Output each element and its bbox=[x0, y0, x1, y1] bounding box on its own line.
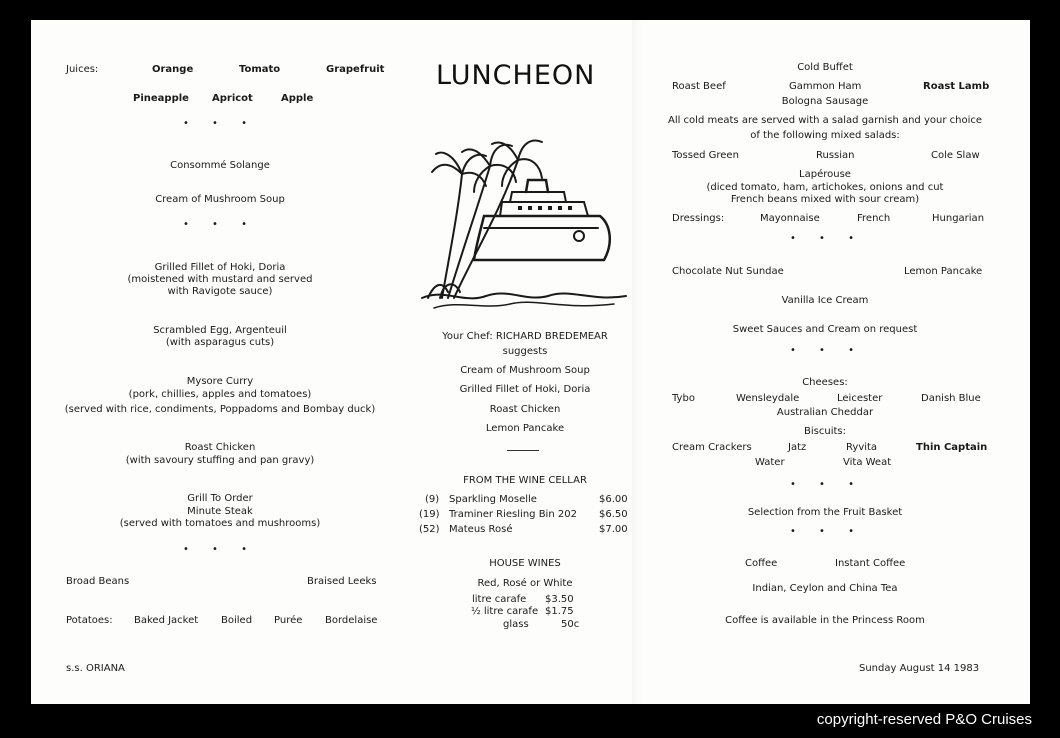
dish-title: Grill To Order bbox=[187, 493, 253, 504]
buffet-item: Gammon Ham bbox=[789, 81, 862, 92]
biscuit-item: Water bbox=[755, 457, 785, 468]
menu-date: Sunday August 14 1983 bbox=[859, 663, 980, 674]
chef-line: Your Chef: RICHARD BREDEMEAR bbox=[442, 331, 608, 342]
buffet-item: Roast Beef bbox=[672, 81, 726, 92]
potato-item: Baked Jacket bbox=[134, 615, 199, 626]
house-wines-subtitle: Red, Rosé or White bbox=[477, 578, 573, 589]
divider-rule bbox=[507, 450, 539, 451]
wine-number: (52) bbox=[419, 524, 440, 535]
divider-dots: • • • bbox=[789, 233, 865, 244]
sauces-note: Sweet Sauces and Cream on request bbox=[732, 324, 918, 335]
garnish-note: All cold meats are served with a salad garnish and your choice bbox=[667, 115, 982, 126]
cheese-item: Australian Cheddar bbox=[776, 407, 874, 418]
dish-description: (served with tomatoes and mushrooms) bbox=[119, 518, 321, 529]
salad-description: (diced tomato, ham, artichokes, onions and cut bbox=[706, 182, 944, 193]
vegetable-item: Braised Leeks bbox=[307, 576, 377, 587]
garnish-note: of the following mixed salads: bbox=[750, 130, 900, 141]
ship-name: s.s. ORIANA bbox=[66, 663, 125, 674]
tea-item: Indian, Ceylon and China Tea bbox=[752, 583, 898, 594]
salad-description: French beans mixed with sour cream) bbox=[730, 194, 920, 205]
ship-and-palms-illustration bbox=[414, 132, 634, 310]
wine-price: $7.00 bbox=[599, 524, 628, 535]
dressing-item: Hungarian bbox=[932, 213, 985, 224]
salad-item: Russian bbox=[816, 150, 855, 161]
soup-item: Cream of Mushroom Soup bbox=[155, 194, 285, 205]
house-wine-price: $3.50 bbox=[545, 594, 574, 605]
salad-item: Tossed Green bbox=[672, 150, 739, 161]
coffee-note: Coffee is available in the Princess Room bbox=[725, 615, 925, 626]
suggestion-item: Roast Chicken bbox=[489, 404, 561, 415]
dish-description: with Ravigote sauce) bbox=[167, 286, 273, 297]
divider-dots: • • • bbox=[182, 219, 258, 230]
house-wine-size: ½ litre carafe bbox=[471, 606, 539, 617]
buffet-item: Roast Lamb bbox=[923, 81, 990, 92]
potato-item: Boiled bbox=[221, 615, 253, 626]
cheese-item: Tybo bbox=[672, 393, 695, 404]
potato-item: Purée bbox=[274, 615, 303, 626]
potatoes-label: Potatoes: bbox=[66, 615, 113, 626]
wine-name: Mateus Rosé bbox=[449, 524, 513, 535]
biscuit-item: Jatz bbox=[788, 442, 807, 453]
cheese-item: Wensleydale bbox=[736, 393, 800, 404]
salad-item: Lapérouse bbox=[799, 169, 851, 180]
soup-item: Consommé Solange bbox=[170, 160, 270, 171]
divider-dots: • • • bbox=[789, 526, 865, 537]
dressing-item: Mayonnaise bbox=[760, 213, 820, 224]
buffet-item: Bologna Sausage bbox=[781, 96, 869, 107]
dressing-item: French bbox=[857, 213, 891, 224]
suggestion-item: Lemon Pancake bbox=[485, 423, 565, 434]
salad-item: Cole Slaw bbox=[931, 150, 980, 161]
dish-title: Grilled Fillet of Hoki, Doria bbox=[154, 262, 286, 273]
wine-number: (9) bbox=[425, 494, 440, 505]
wine-heading: FROM THE WINE CELLAR bbox=[463, 475, 587, 486]
house-wine-price: 50c bbox=[561, 619, 580, 630]
cheeses-heading: Cheeses: bbox=[802, 377, 848, 388]
juice-item: Grapefruit bbox=[326, 64, 385, 75]
dish-description: (served with rice, condiments, Poppadoms and Bombay duck) bbox=[64, 404, 376, 415]
dessert-item: Chocolate Nut Sundae bbox=[672, 266, 784, 277]
dish-description: (moistened with mustard and served bbox=[127, 274, 313, 285]
center-fold bbox=[632, 20, 642, 704]
dessert-item: Lemon Pancake bbox=[904, 266, 983, 277]
house-wines-heading: HOUSE WINES bbox=[489, 558, 561, 569]
wine-price: $6.50 bbox=[599, 509, 628, 520]
biscuit-item: Cream Crackers bbox=[672, 442, 752, 453]
divider-dots: • • • bbox=[182, 544, 258, 555]
vegetable-item: Broad Beans bbox=[66, 576, 130, 587]
fruit-item: Selection from the Fruit Basket bbox=[747, 507, 903, 518]
potato-item: Bordelaise bbox=[325, 615, 378, 626]
juice-item: Pineapple bbox=[133, 93, 189, 104]
juice-item: Apricot bbox=[212, 93, 253, 104]
juices-label: Juices: bbox=[66, 64, 99, 75]
divider-dots: • • • bbox=[789, 345, 865, 356]
house-wine-size: litre carafe bbox=[472, 594, 527, 605]
suggestion-item: Cream of Mushroom Soup bbox=[460, 365, 590, 376]
coffee-item: Instant Coffee bbox=[835, 558, 906, 569]
wine-name: Sparkling Moselle bbox=[449, 494, 537, 505]
dish-title: Minute Steak bbox=[187, 506, 253, 517]
dressings-label: Dressings: bbox=[672, 213, 725, 224]
coffee-item: Coffee bbox=[745, 558, 778, 569]
dish-description: (with asparagus cuts) bbox=[165, 337, 275, 348]
house-wine-price: $1.75 bbox=[545, 606, 574, 617]
wine-price: $6.00 bbox=[599, 494, 628, 505]
juice-item: Orange bbox=[152, 64, 194, 75]
buffet-heading: Cold Buffet bbox=[797, 62, 853, 73]
biscuit-item: Vita Weat bbox=[843, 457, 892, 468]
cheese-item: Danish Blue bbox=[921, 393, 981, 404]
divider-dots: • • • bbox=[789, 479, 865, 490]
dessert-item: Vanilla Ice Cream bbox=[781, 295, 869, 306]
house-wine-size: glass bbox=[503, 619, 529, 630]
chef-suggests: suggests bbox=[502, 346, 548, 357]
juice-item: Tomato bbox=[239, 64, 281, 75]
wine-number: (19) bbox=[419, 509, 440, 520]
biscuit-item: Ryvita bbox=[846, 442, 878, 453]
biscuits-heading: Biscuits: bbox=[804, 426, 846, 437]
dish-title: Roast Chicken bbox=[184, 442, 256, 453]
dish-title: Mysore Curry bbox=[186, 376, 254, 387]
wine-name: Traminer Riesling Bin 202 bbox=[449, 509, 577, 520]
copyright-notice: copyright-reserved P&O Cruises bbox=[816, 711, 1032, 728]
dish-description: (with savoury stuffing and pan gravy) bbox=[125, 455, 315, 466]
suggestion-item: Grilled Fillet of Hoki, Doria bbox=[459, 384, 591, 395]
divider-dots: • • • bbox=[182, 118, 258, 129]
cheese-item: Leicester bbox=[837, 393, 883, 404]
juice-item: Apple bbox=[281, 93, 314, 104]
page-title: LUNCHEON bbox=[436, 60, 596, 91]
dish-description: (pork, chillies, apples and tomatoes) bbox=[128, 389, 312, 400]
biscuit-item: Thin Captain bbox=[916, 442, 988, 453]
dish-title: Scrambled Egg, Argenteuil bbox=[153, 325, 287, 336]
